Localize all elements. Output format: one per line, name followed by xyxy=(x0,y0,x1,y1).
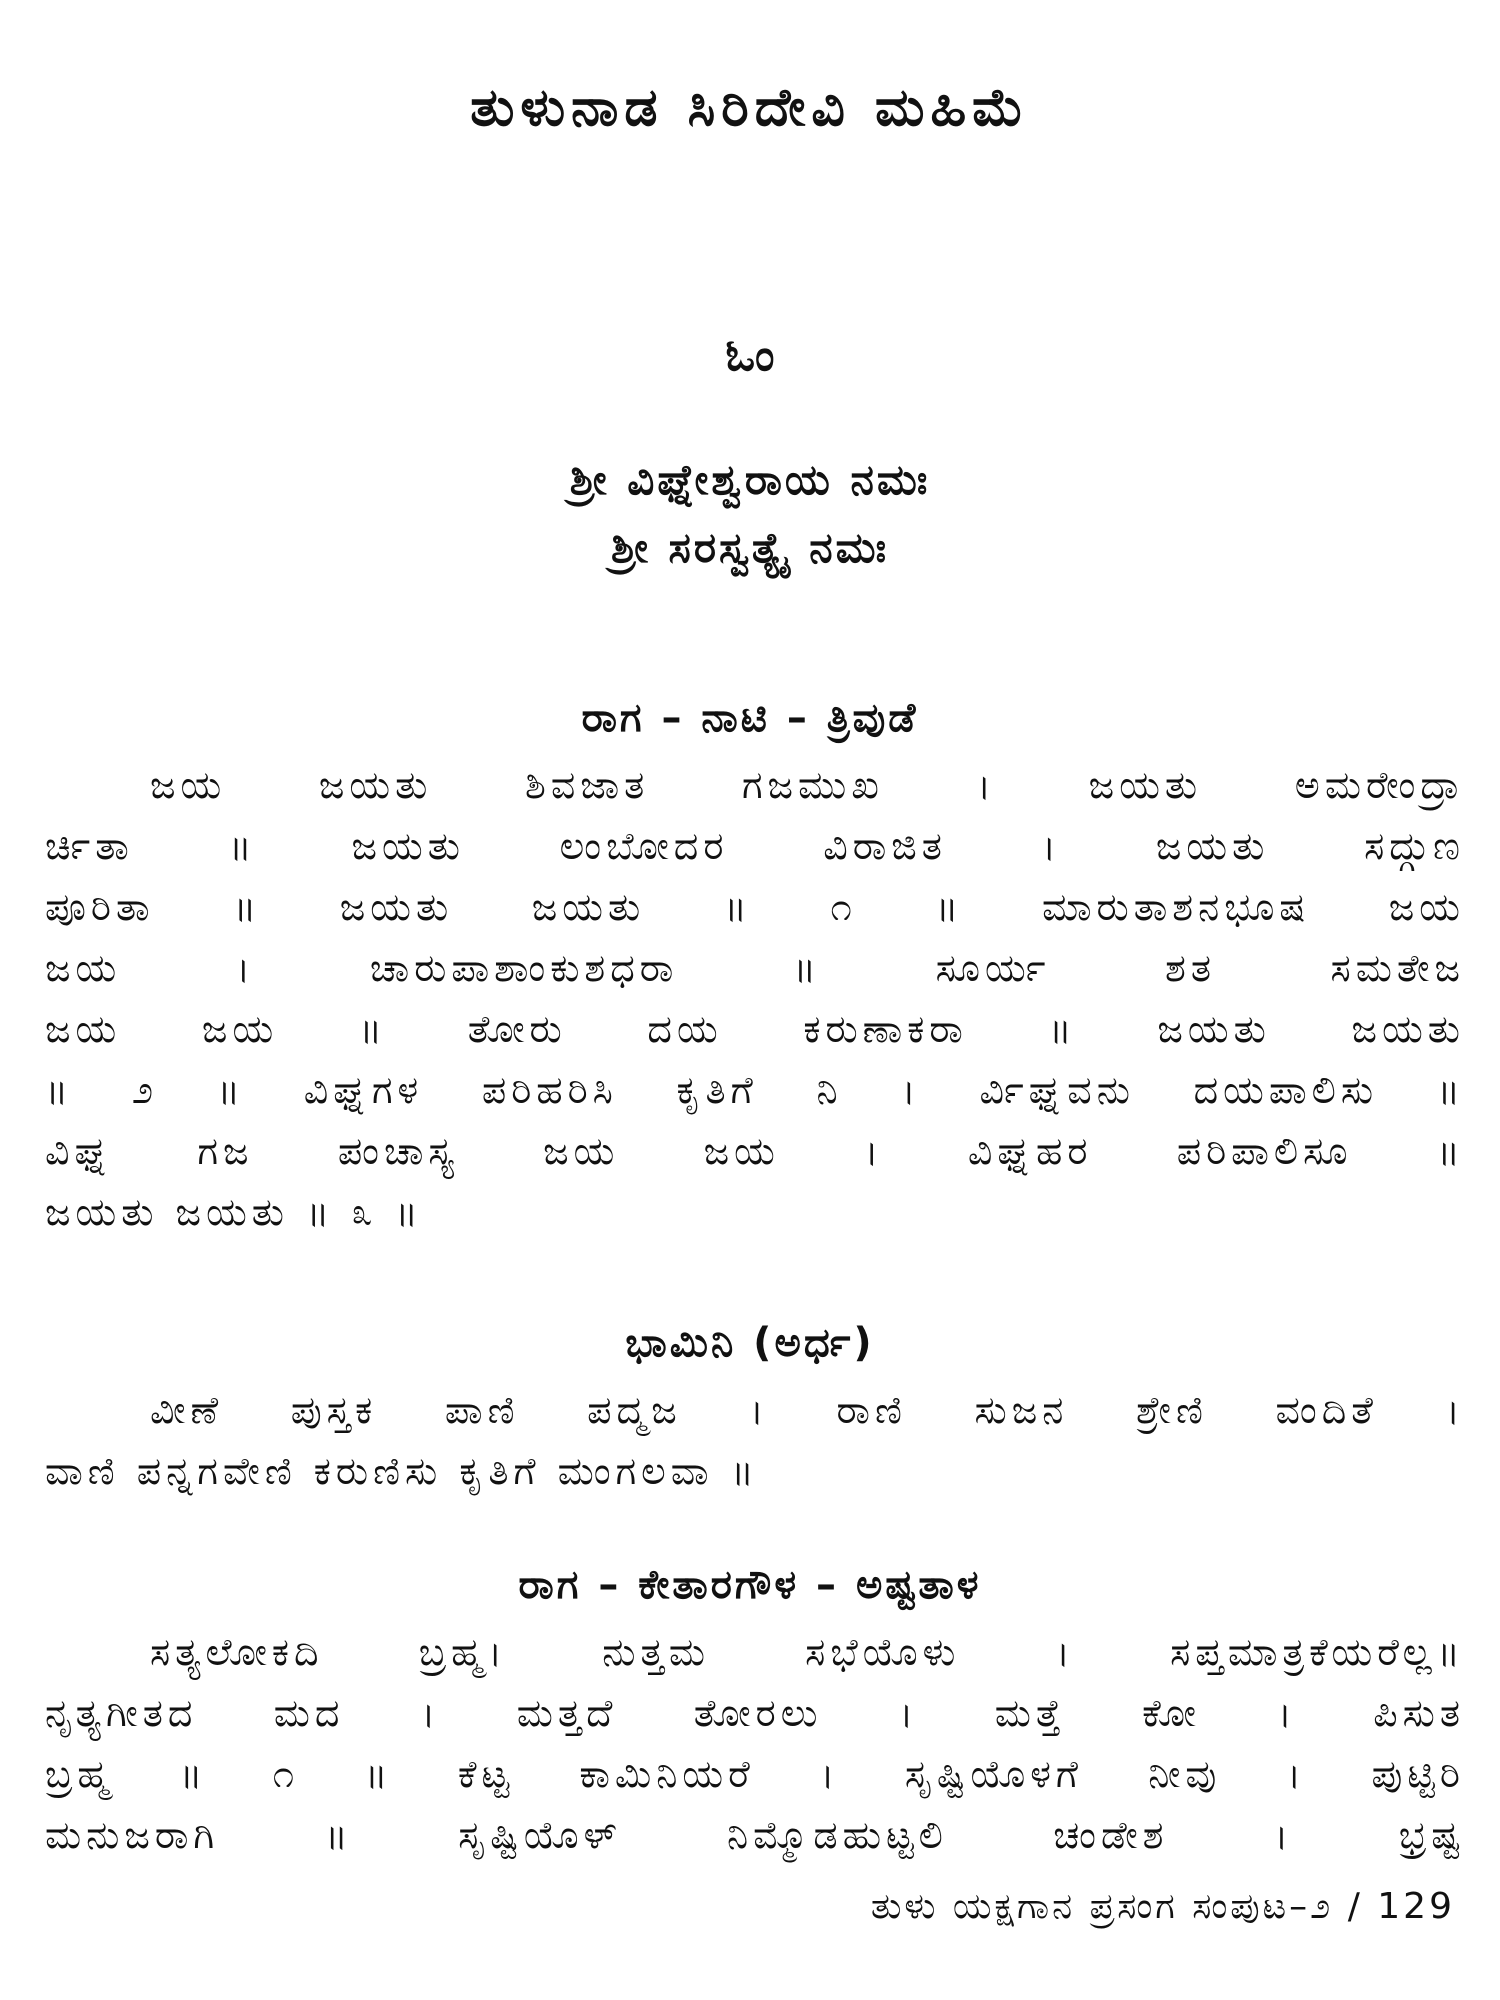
verse-line: ಮನುಜರಾಗಿ ॥ ಸೃಷ್ಟಿಯೊಳ್ ನಿಮ್ಮೊಡಹುಟ್ಟಲಿ ಚಂಡೇಶ । ಭ್ರಷ್ಟ xyxy=(45,1813,1465,1857)
section-heading-raga-ketharagaula: ರಾಗ – ಕೇತಾರಗೌಳ – ಅಷ್ಟತಾಳ xyxy=(518,1562,982,1608)
invocation-line-1: ಶ್ರೀ ವಿಘ್ನೇಶ್ವರಾಯ ನಮಃ xyxy=(569,455,931,504)
verse-line: ವಾಣಿ ಪನ್ನಗವೇಣಿ ಕರುಣಿಸು ಕೃತಿಗೆ ಮಂಗಲವಾ ॥ xyxy=(45,1449,759,1493)
verse-line: ನೃತ್ಯಗೀತದ ಮದ । ಮತ್ತದೆ ತೋರಲು । ಮತ್ತೆ ಕೋ । ಪಿಸುತ xyxy=(45,1691,1465,1735)
verse-line: ಜಯತು ಜಯತು ॥ ೩ ॥ xyxy=(45,1190,423,1234)
page-footer: ತುಳು ಯಕ್ಷಗಾನ ಪ್ರಸಂಗ ಸಂಪುಟ–೨ / 129 xyxy=(870,1886,1455,1927)
verse-line: ವೀಣೆ ಪುಸ್ತಕ ಪಾಣಿ ಪದ್ಮಜ । ರಾಣಿ ಸುಜನ ಶ್ರೇಣಿ ವಂದಿತೆ । xyxy=(150,1388,1465,1432)
section-heading-bhamini: ಭಾಮಿನಿ (ಅರ್ಧ) xyxy=(625,1320,875,1366)
verse-line: ಸತ್ಯಲೋಕದಿ ಬ್ರಹ್ಮ। ನುತ್ತಮ ಸಭೆಯೊಳು । ಸಪ್ತಮಾತ್ರಕೆಯರೆಲ್ಲ॥ xyxy=(150,1630,1465,1674)
verse-block-3 xyxy=(45,1622,1465,1866)
verse-line: ಜಯ । ಚಾರುಪಾಶಾಂಕುಶಧರಾ ॥ ಸೂರ್ಯ ಶತ ಸಮತೇಜ xyxy=(45,946,1465,990)
verse-line: ಪೂರಿತಾ ॥ ಜಯತು ಜಯತು ॥ ೧ ॥ ಮಾರುತಾಶನಭೂಷ ಜಯ xyxy=(45,885,1465,929)
verse-line: ॥ ೨ ॥ ವಿಘ್ನಗಳ ಪರಿಹರಿಸಿ ಕೃತಿಗೆ ನಿ । ರ್ವಿಘ್ನವನು ದಯಪಾಲಿಸು ॥ xyxy=(45,1068,1465,1112)
section-heading-raga-nati: ರಾಗ – ನಾಟಿ – ತ್ರಿವುಡೆ xyxy=(581,695,919,741)
verse-line: ವಿಘ್ನ ಗಜ ಪಂಚಾಸ್ಯ ಜಯ ಜಯ । ವಿಘ್ನಹರ ಪರಿಪಾಲಿಸೂ ॥ xyxy=(45,1129,1465,1173)
verse-line: ಬ್ರಹ್ಮ ॥ ೧ ॥ ಕೆಟ್ಟ ಕಾಮಿನಿಯರೆ । ಸೃಷ್ಟಿಯೊಳಗೆ ನೀವು । ಪುಟ್ಟಿರಿ xyxy=(45,1752,1465,1796)
verse-block-1 xyxy=(45,755,1465,1243)
om-symbol: ಓಂ xyxy=(725,330,775,381)
invocation-line-2: ಶ್ರೀ ಸರಸ್ವತ್ಯೈ ನಮಃ xyxy=(610,523,890,572)
page-title: ತುಳುನಾಡ ಸಿರಿದೇವಿ ಮಹಿಮೆ xyxy=(470,78,1030,138)
verse-block-2 xyxy=(45,1380,1465,1502)
verse-line: ಜಯ ಜಯತು ಶಿವಜಾತ ಗಜಮುಖ । ಜಯತು ಅಮರೇಂದ್ರಾ xyxy=(150,763,1465,807)
verse-line: ಜಯ ಜಯ ॥ ತೋರು ದಯ ಕರುಣಾಕರಾ ॥ ಜಯತು ಜಯತು xyxy=(45,1007,1465,1051)
verse-line: ರ್ಚಿತಾ ॥ ಜಯತು ಲಂಬೋದರ ವಿರಾಜಿತ । ಜಯತು ಸದ್ಗುಣ xyxy=(45,824,1465,868)
